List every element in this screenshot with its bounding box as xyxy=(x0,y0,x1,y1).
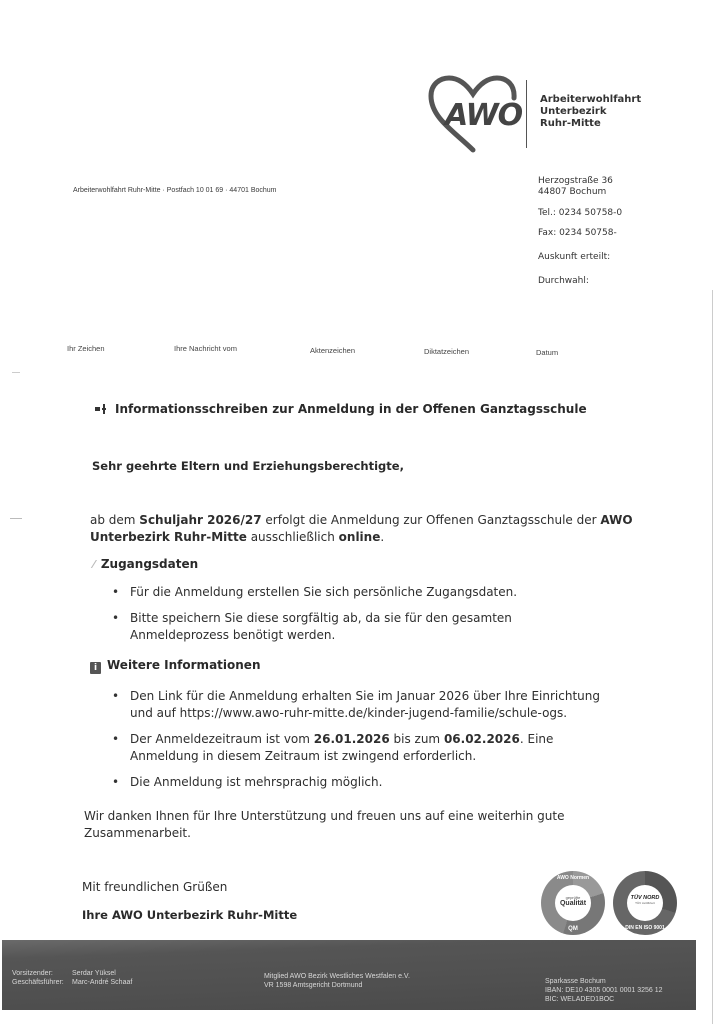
list-item-text: . Eine Anmeldung in diesem Zeitraum ist zwingend erforderlich. xyxy=(130,732,554,763)
ref-datum: Datum xyxy=(536,348,559,357)
section-heading-weitere-informationen xyxy=(90,658,260,674)
logo-divider xyxy=(526,80,527,148)
contact-city: 44807 Bochum xyxy=(538,187,607,197)
seal-center xyxy=(555,885,591,921)
intro-text: ausschließlich xyxy=(246,530,339,544)
subject-text: Informationsschreiben zur Anmeldung in der Offenen Ganztagsschule xyxy=(115,402,587,416)
footer-bar xyxy=(2,940,696,1010)
section-heading-zugangsdaten xyxy=(93,557,198,571)
org-name-line: Arbeiterwohlfahrt xyxy=(540,94,642,105)
org-name-bold: AWO Unterbezirk Ruhr-Mitte xyxy=(90,513,633,544)
seal-small-text: TÜV zertifiziert xyxy=(635,901,655,905)
seal-ring-text: AWO Normen xyxy=(556,875,590,881)
org-name xyxy=(540,94,641,130)
list-item: • Für die Anmeldung erstellen Sie sich persönliche Zugangsdaten. xyxy=(112,584,632,601)
ref-aktenzeichen: Aktenzeichen xyxy=(310,346,356,355)
logo-text: AWO xyxy=(445,98,523,133)
seal-ring-text: DIN EN ISO 9001 xyxy=(625,925,665,931)
seal-big-text: TÜV NORD xyxy=(630,895,660,901)
footer-bic: BIC: WELADED1BOC xyxy=(545,996,615,1003)
zugang-list xyxy=(112,584,632,653)
online-bold: online xyxy=(338,530,381,544)
footer-register: VR 1598 Amtsgericht Dortmund xyxy=(264,982,363,989)
list-item: • Bitte speichern Sie diese sorgfältig ab, da sie für den gesamten Anmeldeprozess benötigt werden. xyxy=(112,610,530,644)
sender-return-address: Arbeiterwohlfahrt Ruhr-Mitte · Postfach 10 01 69 · 44701 Bochum xyxy=(73,187,277,194)
scan-edge xyxy=(712,290,713,1024)
list-item-text: bis zum xyxy=(389,732,444,746)
ref-ihre-nachricht: Ihre Nachricht vom xyxy=(174,344,237,353)
info-icon: i xyxy=(90,662,101,674)
intro-text: ab dem xyxy=(90,513,140,527)
end-date: 06.02.2026 xyxy=(443,732,520,746)
contact-auskunft: Auskunft erteilt: xyxy=(538,252,611,262)
intro-paragraph xyxy=(90,512,650,546)
qm-quality-seal xyxy=(541,871,605,935)
footer-iban: IBAN: DE10 4305 0001 0001 3256 12 xyxy=(545,987,663,994)
school-year: Schuljahr 2026/27 xyxy=(139,513,262,527)
awo-logo xyxy=(425,74,523,154)
org-name-line: Ruhr-Mitte xyxy=(540,118,601,129)
footer-gf-label: Geschäftsführer: xyxy=(12,979,64,986)
footer-mitglied: Mitglied AWO Bezirk Westliches Westfalen e.V. xyxy=(264,973,410,980)
footer-vorsitz-name: Serdar Yüksel xyxy=(72,970,116,977)
footer-vorsitz-label: Vorsitzender: xyxy=(12,970,53,977)
contact-street: Herzogstraße 36 xyxy=(538,176,613,186)
fold-mark xyxy=(10,518,22,519)
ref-diktatzeichen: Diktatzeichen xyxy=(424,347,470,356)
section-title: Zugangsdaten xyxy=(100,557,199,571)
salutation: Sehr geehrte Eltern und Erziehungsberechtigte, xyxy=(92,459,404,473)
seal-ring-text: QM xyxy=(568,926,578,932)
contact-block xyxy=(538,176,622,286)
subject-line xyxy=(95,402,587,417)
section-title: Weitere Informationen xyxy=(107,658,261,672)
contact-durchwahl: Durchwahl: xyxy=(538,276,589,286)
tuv-iso-seal xyxy=(613,871,677,935)
key-icon: ⁄ xyxy=(93,558,95,571)
list-item: • Die Anmeldung ist mehrsprachig möglich. xyxy=(112,774,612,791)
seal-small-text: geprüfte xyxy=(565,895,581,900)
intro-text: . xyxy=(380,530,385,544)
ref-ihr-zeichen: Ihr Zeichen xyxy=(67,344,105,353)
org-name-line: Unterbezirk xyxy=(540,106,607,117)
footer-gf-name: Marc-André Schaaf xyxy=(72,979,133,986)
seal-big-text: Qualität xyxy=(559,900,587,907)
contact-tel: Tel.: 0234 50758-0 xyxy=(538,208,623,218)
signature: Ihre AWO Unterbezirk Ruhr-Mitte xyxy=(82,908,298,922)
weitere-list xyxy=(112,688,612,800)
thanks-paragraph: Wir danken Ihnen für Ihre Unterstützung und freuen uns auf eine weiterhin gute Zusammenarbeit. xyxy=(84,809,565,840)
contact-fax: Fax: 0234 50758- xyxy=(538,228,617,238)
document-icon xyxy=(95,403,111,417)
list-item: • Den Link für die Anmeldung erhalten Sie im Januar 2026 über Ihre Einrichtung und auf https://www.awo-ruhr-mitte.de/kinder-jugend-familie/schule-ogs. xyxy=(112,688,612,722)
fold-mark xyxy=(12,372,20,373)
start-date: 26.01.2026 xyxy=(313,732,390,746)
list-item xyxy=(112,731,612,765)
intro-text: erfolgt die Anmeldung zur Offenen Ganztagsschule der xyxy=(261,513,601,527)
closing: Mit freundlichen Grüßen xyxy=(82,880,228,894)
seal-center xyxy=(627,885,663,921)
list-item-text: Der Anmeldezeitraum ist vom xyxy=(130,732,314,746)
footer-bank: Sparkasse Bochum xyxy=(545,978,606,985)
